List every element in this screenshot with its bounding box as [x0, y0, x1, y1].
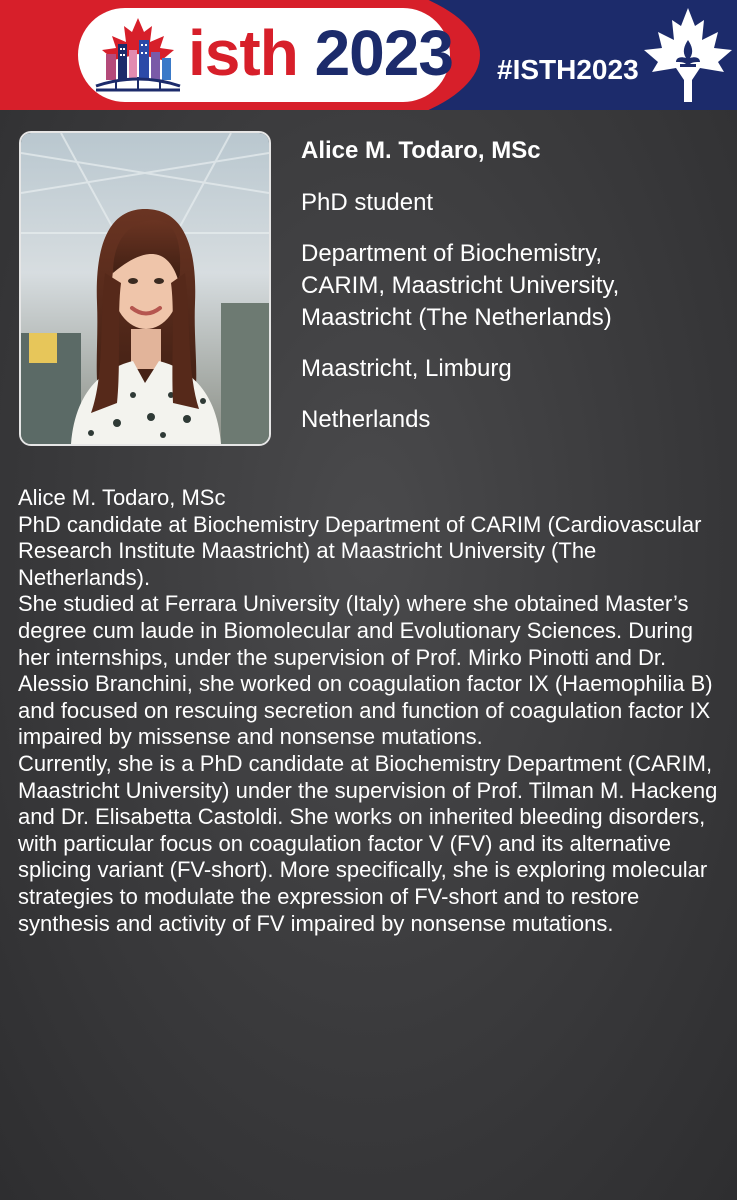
bio-name-line: Alice M. Todaro, MSc — [18, 485, 226, 510]
speaker-bio — [18, 485, 723, 937]
department-line: Maastricht (The Netherlands) — [301, 304, 612, 331]
speaker-portrait-image — [21, 133, 269, 444]
logo-isth: isth — [188, 17, 298, 89]
bio-paragraph: Currently, she is a PhD candidate at Biochemistry Department (CARIM, Maastricht University) under the supervision of Prof. Tilman M. Hackeng and Dr. Elisabetta Castoldi. She works on inherited bleeding disorders, with particular focus on coagulation factor V (FV) and its alternative splicing variant (FV-short). More specifically, she is exploring molecular strategies to modulate the expression of FV-short and to restore synthesis and activity of FV impaired by nonsense mutations. — [18, 750, 718, 936]
profile-details — [301, 136, 721, 455]
department-line: CARIM, Maastricht University, — [301, 272, 620, 299]
speaker-name: Alice M. Todaro, MSc — [301, 137, 541, 164]
speaker-country: Netherlands — [301, 406, 431, 433]
speaker-city: Maastricht, Limburg — [301, 355, 512, 382]
fleur-de-lis-maple-leaf-icon — [640, 6, 736, 106]
bio-paragraph: PhD candidate at Biochemistry Department of CARIM (Cardiovascular Research Institute Maastricht) at Maastricht University (The Netherlands). — [18, 511, 702, 590]
speaker-photo — [19, 131, 271, 446]
speaker-department — [301, 238, 721, 334]
isth-2023-logo-text — [188, 18, 453, 88]
hashtag: #ISTH2023 — [497, 54, 639, 85]
department-line: Department of Biochemistry, — [301, 240, 602, 267]
logo-year: 2023 — [314, 17, 453, 89]
bio-paragraph: She studied at Ferrara University (Italy) where she obtained Master’s degree cum laude in Biomolecular and Evolutionary Sciences. During her internships, under the supervision of Prof. Mirko Pinotti and Dr. Alessio Branchini, she worked on coagulation factor IX (Haemophilia B) and focused on rescuing secretion and function of coagulation factor IX impaired by missense and nonsense mutations. — [18, 591, 713, 750]
speaker-title: PhD student — [301, 189, 434, 216]
header-banner — [0, 0, 737, 110]
skyline-maple-leaf-logo — [92, 14, 184, 100]
